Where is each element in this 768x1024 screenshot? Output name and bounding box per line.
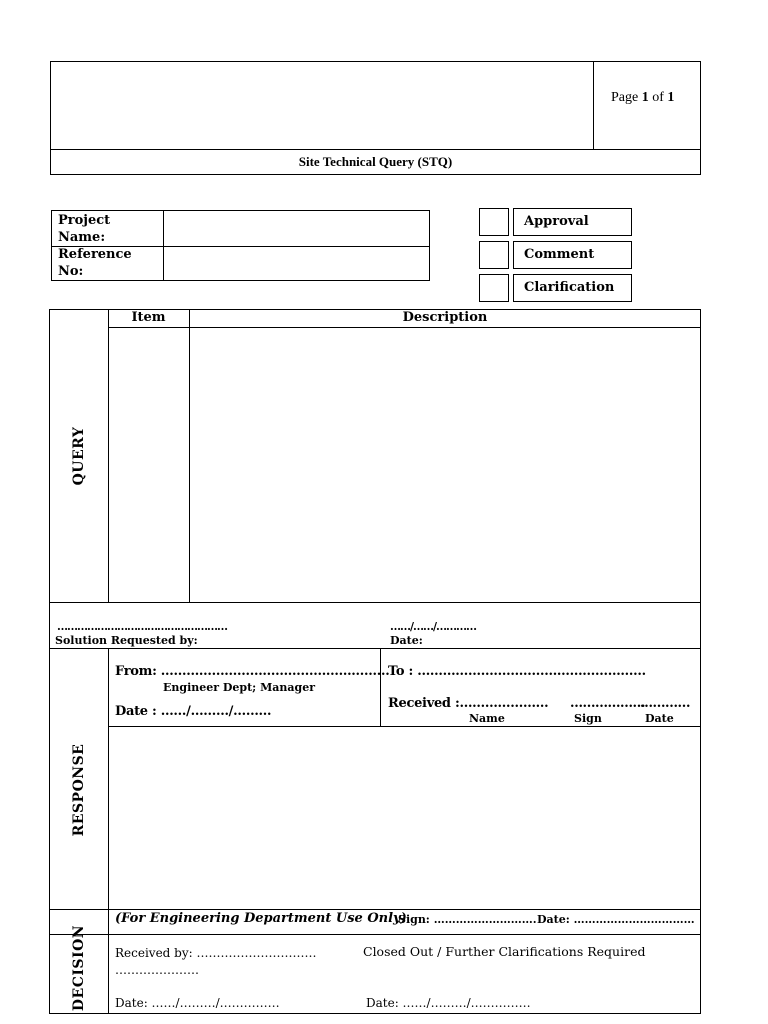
response-body-field[interactable] — [109, 727, 700, 909]
received-by-line: Received by: ………………………… — [115, 946, 317, 960]
page-current: 1 — [641, 90, 649, 105]
page-total: 1 — [667, 90, 675, 105]
response-section-label: RESPONSE — [71, 743, 87, 837]
solution-requested-dots: …………………………………………… — [57, 620, 227, 633]
received-by-line-cont: ………………… — [115, 963, 199, 977]
approval-checkbox[interactable] — [479, 208, 509, 236]
form-title: Site Technical Query (STQ) — [298, 154, 453, 169]
decision-section-label: DECISION — [71, 924, 87, 1012]
page-number — [611, 91, 674, 105]
solution-requested-label: Solution Requested by: — [55, 634, 198, 647]
from-sub-label: Engineer Dept; Manager — [163, 681, 315, 694]
response-from-to-divider — [380, 648, 381, 726]
decision-eng-use-underline — [49, 934, 701, 935]
received-sign-dots: ……………… — [570, 696, 645, 711]
approval-label-box — [513, 208, 632, 236]
comment-label-box — [513, 241, 632, 269]
solution-date-dots: ……/……/………… — [390, 620, 477, 633]
project-name-label: Project Name: — [58, 213, 111, 245]
comment-checkbox[interactable] — [479, 241, 509, 269]
solution-date-label: Date: — [390, 634, 423, 647]
project-name-field[interactable] — [164, 211, 429, 246]
approval-label: Approval — [524, 214, 589, 229]
description-header: Description — [402, 310, 488, 325]
to-label: To : ……………………………………………… — [388, 664, 646, 679]
query-section-label: QUERY — [71, 426, 87, 486]
decision-date-right: Date: ……/………/…………… — [366, 996, 531, 1010]
decision-sign-line: Sign: ………………………. — [398, 913, 537, 926]
header-divider-horizontal — [50, 149, 701, 150]
query-bottom-line — [49, 602, 701, 603]
received-sign-caption: Sign — [574, 712, 602, 725]
response-date-line: Date : ……/………/……… — [115, 704, 272, 719]
received-name-caption: Name — [469, 712, 505, 725]
reference-no-field[interactable] — [164, 247, 429, 280]
item-header: Item — [131, 310, 166, 325]
received-date-dots: ………… — [640, 696, 690, 711]
reference-no-label: Reference No: — [58, 247, 132, 279]
decision-top-line — [49, 909, 701, 910]
item-column-field[interactable] — [109, 328, 189, 602]
page-word: Page — [611, 90, 639, 105]
from-label: From: ……………………………………………… — [115, 664, 390, 679]
header-divider-vertical — [593, 61, 594, 149]
received-date-caption: Date — [645, 712, 674, 725]
comment-label: Comment — [524, 247, 595, 262]
response-top-line — [49, 648, 701, 649]
page-of: of — [652, 90, 664, 105]
closed-out-label: Closed Out / Further Clarifications Required — [363, 944, 646, 959]
eng-use-label: (For Engineering Department Use Only) — [115, 911, 407, 926]
clarification-checkbox[interactable] — [479, 274, 509, 302]
clarification-label-box — [513, 274, 632, 302]
clarification-label: Clarification — [524, 280, 615, 295]
decision-date-left: Date: ……/………/…………… — [115, 996, 280, 1010]
description-field[interactable] — [190, 328, 700, 602]
received-label: Received :………………… — [388, 696, 549, 711]
decision-date-line: Date: …………………………… — [537, 913, 695, 926]
